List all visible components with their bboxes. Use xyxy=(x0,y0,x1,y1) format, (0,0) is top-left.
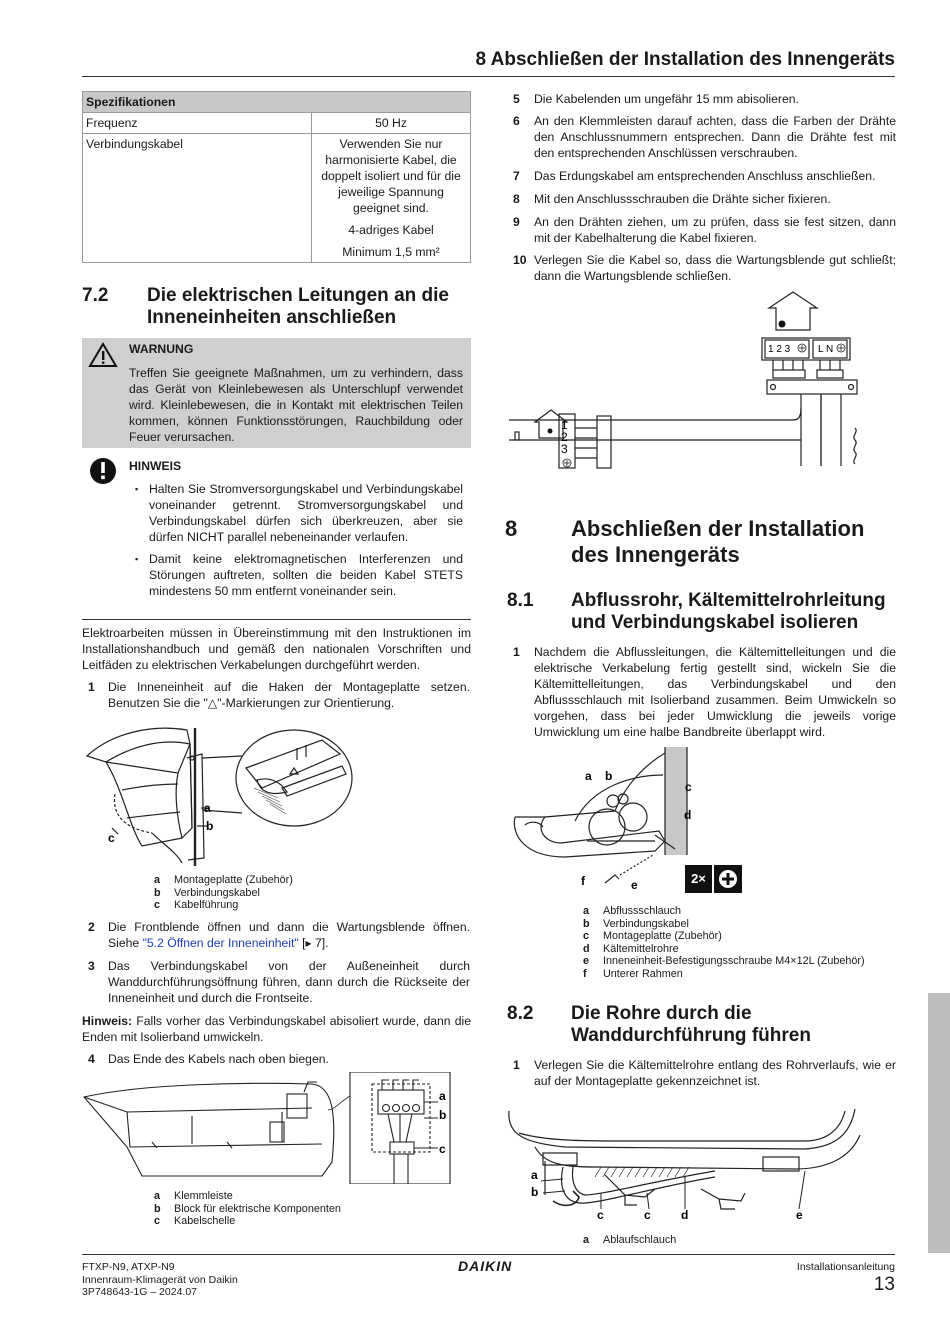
fig3-label-b: b xyxy=(605,769,613,783)
hint-label: Hinweis: xyxy=(82,1014,133,1028)
page-number: 13 xyxy=(873,1274,895,1295)
step-9 xyxy=(513,214,896,246)
step-4-bend-cable xyxy=(88,1051,471,1069)
hint-text: Falls vorher das Verbindungskabel abisoliert wurde, dann die Enden mit Isolierband umwickeln. xyxy=(82,1014,471,1044)
quantity-2x-badge: 2× xyxy=(685,865,712,893)
step-text: Verlegen Sie die Kältemittelrohre entlang des Rohrverlaufs, wie er auf der Montageplatte gekennzeichnet ist. xyxy=(534,1058,896,1088)
step-8 xyxy=(513,191,896,207)
legend-value: Kabelführung xyxy=(174,899,239,911)
legend-key: d xyxy=(583,942,590,955)
legend-value: Montageplatte (Zubehör) xyxy=(603,930,722,942)
daikin-logo: DAIKIN xyxy=(458,1258,513,1274)
spec-table xyxy=(82,91,471,263)
link-open-indoor-unit[interactable]: "5.2 Öffnen der Inneneinheit" xyxy=(142,936,299,950)
step-text: Das Verbindungskabel von der Außeneinheit durch Wanddurchführungsöffnung führen, dann durch die Rückseite der Inneneinheit und durch die Frontseite. xyxy=(108,959,470,1005)
notice-divider xyxy=(82,619,471,620)
step-number: 3 xyxy=(88,959,95,973)
fig3-label-e: e xyxy=(631,878,638,892)
step-6 xyxy=(513,113,896,161)
figure-terminal-block xyxy=(82,1072,472,1184)
fig4-legend xyxy=(583,1234,684,1247)
outdoor-terminal-labels: 1 2 3 xyxy=(768,344,791,355)
legend-key: a xyxy=(154,874,161,886)
section-8-1-title: Abflussrohr, Kältemittelrohrleitung und Verbindungskabel isolieren xyxy=(571,590,886,633)
footer-product: Innenraum-Klimagerät von Daikin xyxy=(82,1273,238,1286)
fig2-legend xyxy=(154,1190,349,1228)
spec-cable-type: 4-adriges Kabel xyxy=(348,223,434,237)
step-number: 7 xyxy=(513,169,520,183)
notice-label: HINWEIS xyxy=(129,459,182,473)
notice-item: ▪ Halten Sie Stromversorgungskabel und Verbindungskabel voneinander getrennt. Stromversorgungskabel und Verbindungskabel dürfen sich überkreuzen, aber sie dürfen NICHT parallel nebeneinander verlaufen. xyxy=(135,481,463,545)
warning-label: WARNUNG xyxy=(129,342,194,356)
legend-value: Montageplatte (Zubehör) xyxy=(174,874,293,886)
step-8-2-route xyxy=(513,1057,896,1091)
legend-key: a xyxy=(583,1234,590,1246)
fig4-label-d: d xyxy=(681,1208,689,1222)
footer-rule xyxy=(82,1254,895,1255)
step-3-route-cable xyxy=(88,958,471,1008)
spec-value-cable xyxy=(312,134,471,263)
fig1-label-b: b xyxy=(206,819,214,833)
figure-pipe-routing xyxy=(505,1105,870,1223)
step-number: 10 xyxy=(513,253,527,267)
screw-plus-icon xyxy=(714,865,742,893)
fig3-label-c: c xyxy=(685,780,692,794)
step-1-mount xyxy=(88,679,471,713)
legend-key: c xyxy=(583,930,590,942)
legend-key: a xyxy=(154,1190,161,1202)
step-8-1-wrap xyxy=(513,644,896,742)
legend-value: Unterer Rahmen xyxy=(603,967,683,980)
spec-cable-min: Minimum 1,5 mm² xyxy=(342,245,440,259)
legend-key: b xyxy=(154,886,161,899)
figure-mount-unit xyxy=(82,718,472,868)
legend-value: Kabelschelle xyxy=(174,1215,236,1227)
fig3-label-d: d xyxy=(684,808,692,822)
footer-model: FTXP-N9, ATXP-N9 xyxy=(82,1261,175,1273)
footer-doc-number: 3P748643-1G – 2024.07 xyxy=(82,1286,198,1298)
legend-key: b xyxy=(583,917,590,930)
header-rule xyxy=(82,76,895,77)
section-7-2-title: Die elektrischen Leitungen an die Inneneinheiten anschließen xyxy=(147,285,449,328)
legend-key: e xyxy=(583,955,590,967)
fig1-label-c: c xyxy=(108,831,115,845)
spec-table-wrap xyxy=(82,91,471,263)
step-number: 8 xyxy=(513,192,520,206)
fig3-label-f: f xyxy=(581,874,585,888)
fig2-label-c: c xyxy=(439,1142,446,1156)
legend-value: Verbindungskabel xyxy=(174,886,260,899)
step-text: An den Drähten ziehen, um zu prüfen, dass sie fest sitzen, dann mit der Kabelhalterung die Kabel fixieren. xyxy=(534,215,896,245)
legend-key: c xyxy=(154,899,161,911)
warning-box xyxy=(82,338,471,448)
step-text: Die Inneneinheit auf die Haken der Montageplatte setzen. Benutzen Sie die "△"-Markierungen zur Orientierung. xyxy=(108,680,470,710)
notice-list xyxy=(135,481,463,605)
footer-doc-type: Installationsanleitung xyxy=(796,1261,895,1273)
legend-key: a xyxy=(583,905,590,917)
electrical-intro: Elektroarbeiten müssen in Übereinstimmung mit den Instruktionen im Installationshandbuch und gemäß den nationalen Vorschriften und Leitfäden zu elektrischen Verkabelungen durchgeführt werden. xyxy=(82,626,471,672)
spec-value-frequency: 50 Hz xyxy=(312,113,471,134)
chapter-side-tab xyxy=(928,993,950,1253)
fig4-label-c1: c xyxy=(597,1208,604,1222)
step-text: Nachdem die Abflussleitungen, die Kältemittelleitungen und die elektrische Verkabelung fertig gestellt sind, wickeln Sie die Kältemittelleitungen, das Verbindungskabel und den Abflussschlauch mit Isolierband zusammen. Beim Umwickeln so vorgehen, dass bei jeder Umwicklung die jeweils vorige Umwicklung um eine halbe Bandbreite überlappt wird. xyxy=(534,645,896,739)
notice-exclamation-icon xyxy=(88,456,118,486)
section-7-2-number: 7.2 xyxy=(82,285,109,306)
section-8-number: 8 xyxy=(505,516,518,541)
legend-key: c xyxy=(154,1215,161,1227)
step-text-part: Die Frontblende öffnen und dann die Wartungsblende öffnen. Siehe xyxy=(108,920,470,950)
section-8-title: Abschließen der Installation des Innengeräts xyxy=(571,516,865,567)
fig3-legend xyxy=(583,905,873,980)
step-number: 1 xyxy=(513,645,520,659)
fig4-label-c2: c xyxy=(644,1208,651,1222)
fig3-label-a: a xyxy=(585,769,592,783)
step-text: An den Klemmleisten darauf achten, dass die Farben der Drähte den Anschlussnummern entsprechen. Dann die Drähte fest mit den entsprechenden Anschlüssen verschrauben. xyxy=(534,114,896,160)
step-text-part: [▸ 7]. xyxy=(298,936,329,950)
step-number: 4 xyxy=(88,1052,95,1066)
notice-item: ▪ Damit keine elektromagnetischen Interferenzen und Störungen auftreten, sollten die beiden Kabel STETS mindestens 50 mm entfernt voneinander sein. xyxy=(135,551,463,599)
step-text: Verlegen Sie die Kabel so, dass die Wartungsblende gut schließt; dann die Wartungsblende schließen. xyxy=(534,253,896,283)
legend-value: Ablaufschlauch xyxy=(603,1234,677,1246)
indoor-terminal-3: 3 xyxy=(561,442,568,456)
spec-label-frequency: Frequenz xyxy=(83,113,312,134)
footer-left xyxy=(82,1261,238,1299)
legend-key: f xyxy=(583,967,587,980)
page-header-title: 8 Abschließen der Installation des Innengeräts xyxy=(475,49,895,70)
fig1-legend xyxy=(154,874,301,912)
indoor-terminal-1: 1 xyxy=(561,418,568,432)
step-text: Mit den Anschlussschrauben die Drähte sicher fixieren. xyxy=(534,192,831,206)
legend-key: b xyxy=(154,1202,161,1215)
fig2-label-b: b xyxy=(439,1108,447,1122)
warning-text: Treffen Sie geeignete Maßnahmen, um zu verhindern, dass das Gerät von Kleinlebewesen als Unterschlupf verwendet wird. Kleinlebewesen, die in Kontakt mit elektrischen Teilen kommen, können Funktionsstörungen, Rauchbildung oder Feuer verursachen. xyxy=(129,366,463,444)
step-text: Die Kabelenden um ungefähr 15 mm abisolieren. xyxy=(534,92,799,106)
section-8-2-title: Die Rohre durch die Wanddurchführung führen xyxy=(571,1003,811,1046)
step-text xyxy=(108,919,470,951)
legend-value: Verbindungskabel xyxy=(603,917,689,930)
step-number: 1 xyxy=(88,680,95,694)
indoor-terminal-2: 2 xyxy=(561,430,568,444)
fig2-label-a: a xyxy=(439,1089,446,1103)
fig4-label-b: b xyxy=(531,1185,539,1199)
fig4-label-a: a xyxy=(531,1168,538,1182)
legend-value: Klemmleiste xyxy=(174,1190,233,1202)
fig1-label-a: a xyxy=(204,801,211,815)
step-number: 2 xyxy=(88,920,95,934)
warning-triangle-icon xyxy=(88,342,118,368)
step-7 xyxy=(513,168,896,184)
legend-value: Inneneinheit-Befestigungsschraube M4×12L (Zubehör) xyxy=(603,955,865,967)
legend-value: Abflussschlauch xyxy=(603,905,682,917)
legend-value: Kältemittelrohre xyxy=(603,942,679,955)
hint-paragraph xyxy=(82,1013,471,1045)
spec-label-cable: Verbindungskabel xyxy=(83,134,312,263)
step-number: 1 xyxy=(513,1058,520,1072)
step-number: 9 xyxy=(513,215,520,229)
step-2-open-panel xyxy=(88,919,471,953)
spec-cable-desc: Verwenden Sie nur harmonisierte Kabel, die doppelt isoliert und für die jeweilige Spannung geeignet sind. xyxy=(321,137,461,215)
step-number: 6 xyxy=(513,114,520,128)
section-8-1-number: 8.1 xyxy=(507,590,534,611)
figure-wiring-diagram xyxy=(505,288,865,478)
step-text: Das Erdungskabel am entsprechenden Anschluss anschließen. xyxy=(534,169,876,183)
step-text: Das Ende des Kabels nach oben biegen. xyxy=(108,1052,329,1066)
fig4-label-e: e xyxy=(796,1208,803,1222)
step-number: 5 xyxy=(513,92,520,106)
power-terminal-labels: L N xyxy=(818,344,834,355)
section-8-2-number: 8.2 xyxy=(507,1003,534,1024)
legend-value: Block für elektrische Komponenten xyxy=(174,1202,341,1215)
step-10 xyxy=(513,252,896,284)
spec-table-heading: Spezifikationen xyxy=(83,92,471,113)
step-5 xyxy=(513,91,896,107)
